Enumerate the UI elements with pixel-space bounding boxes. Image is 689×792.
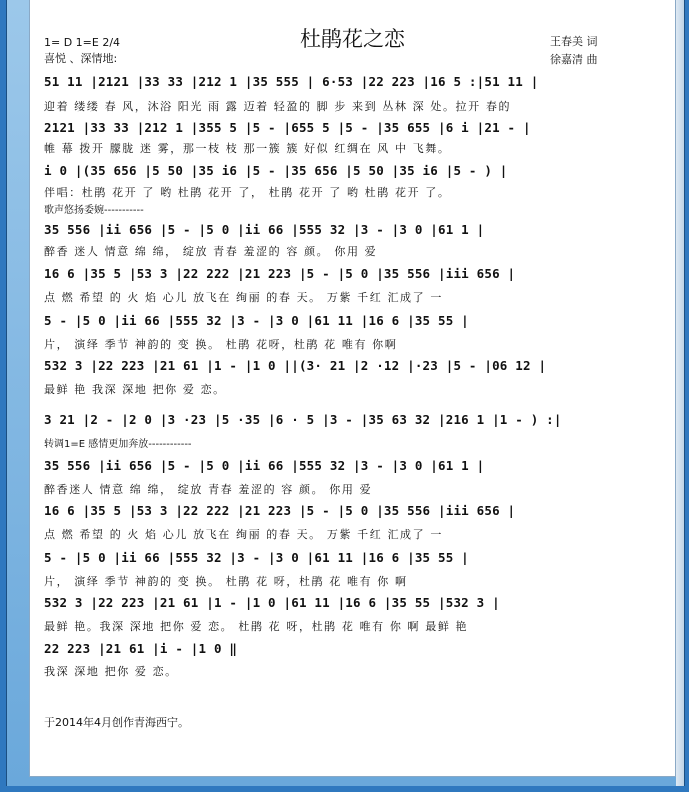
notation-line: 532 3 |22 223 |21 61 |1 - |1 0 |61 11 |16 6 |35 55 |532 3 | [44, 595, 500, 610]
lyrics-line: 片， 演绎 季节 神韵的 变 换。 杜鹃 花呀，杜鹃 花 唯有 你啊 [44, 338, 398, 351]
song-title: 杜鹃花之恋 [300, 27, 405, 51]
performance-note: 歌声悠扬委婉----------- [44, 205, 144, 216]
key-signature: 1= D 1=E 2/4 [44, 36, 121, 49]
lyrics-line: 迎着 缕缕 春 风，沐浴 阳光 雨 露 迈着 轻盈的 脚 步 来到 丛林 深 处。拉开 春的 [44, 100, 512, 113]
notation-line: 532 3 |22 223 |21 61 |1 - |1 0 ||(3· 21 |2 ·12 |·23 |5 - |06 12 | [44, 358, 547, 373]
notation-line: 16 6 |35 5 |53 3 |22 222 |21 223 |5 - |5 0 |35 556 |iii 656 | [44, 266, 516, 281]
notation-line: i 0 |(35 656 |5 50 |35 i6 |5 - |35 656 |5 50 |35 i6 |5 - ) | [44, 163, 508, 178]
notation-line: 35 556 |ii 656 |5 - |5 0 |ii 66 |555 32 |3 - |3 0 |61 1 | [44, 458, 485, 473]
lyrics-line: 醉香 迷人 情意 绵 绵， 绽放 青春 羞涩的 容 颜。 你用 爱 [44, 245, 378, 258]
lyrics-line: 最鲜 艳 我深 深地 把你 爱 恋。 [44, 383, 226, 396]
lyrics-line: 帷 幕 拨开 朦胧 迷 雾，那一枝 枝 那一簇 簇 好似 红绸在 风 中 飞舞。 [44, 142, 451, 155]
lyrics-line: 醉香迷人 情意 绵 绵， 绽放 青春 羞涩的 容 颜。 你用 爱 [44, 483, 373, 496]
lyrics-line: 点 燃 希望 的 火 焰 心儿 放飞在 绚丽 的春 天。 万紫 千红 汇成了 一 [44, 528, 443, 541]
composer-credit: 徐嘉清 曲 [550, 53, 598, 66]
sheet-music-page [29, 0, 676, 777]
footer-note: 于2014年4月创作青海西宁。 [44, 716, 189, 729]
lyrics-line: 最鲜 艳。我深 深地 把你 爱 恋。 杜鹃 花 呀，杜鹃 花 唯有 你 啊 最鲜 艳 [44, 620, 469, 633]
lyrics-line: 片， 演绎 季节 神韵的 变 换。 杜鹃 花 呀，杜鹃 花 唯有 你 啊 [44, 575, 408, 588]
notation-line: 2121 |33 33 |212 1 |355 5 |5 - |655 5 |5 - |35 655 |6 i |21 - | [44, 120, 531, 135]
notation-line: 51 11 |2121 |33 33 |212 1 |35 555 | 6·53 |22 223 |16 5 :|51 11 | [44, 74, 539, 89]
lyricist-credit: 王春美 词 [550, 35, 598, 48]
lyrics-line: 伴唱：杜鹃 花开 了 哟 杜鹃 花开 了， 杜鹃 花开 了 哟 杜鹃 花开 了。 [44, 186, 451, 199]
app-window [6, 0, 685, 786]
notation-line: 16 6 |35 5 |53 3 |22 222 |21 223 |5 - |5 0 |35 556 |iii 656 | [44, 503, 516, 518]
notation-line: 3 21 |2 - |2 0 |3 ·23 |5 ·35 |6 · 5 |3 - |35 63 32 |216 1 |1 - ) :| [44, 412, 562, 427]
lyrics-line: 点 燃 希望 的 火 焰 心儿 放飞在 绚丽 的春 天。 万紫 千红 汇成了 一 [44, 291, 443, 304]
tempo-mood: 喜悦 、深情地: [44, 52, 118, 65]
notation-line: 22 223 |21 61 |i - |1 0 ‖ [44, 641, 238, 656]
performance-note: 转调1=E 感情更加奔放------------ [44, 439, 192, 450]
lyrics-line: 我深 深地 把你 爱 恋。 [44, 665, 178, 678]
notation-line: 5 - |5 0 |ii 66 |555 32 |3 - |3 0 |61 11 |16 6 |35 55 | [44, 313, 469, 328]
scrollbar[interactable] [676, 0, 684, 786]
notation-line: 5 - |5 0 |ii 66 |555 32 |3 - |3 0 |61 11 |16 6 |35 55 | [44, 550, 469, 565]
notation-line: 35 556 |ii 656 |5 - |5 0 |ii 66 |555 32 |3 - |3 0 |61 1 | [44, 222, 485, 237]
